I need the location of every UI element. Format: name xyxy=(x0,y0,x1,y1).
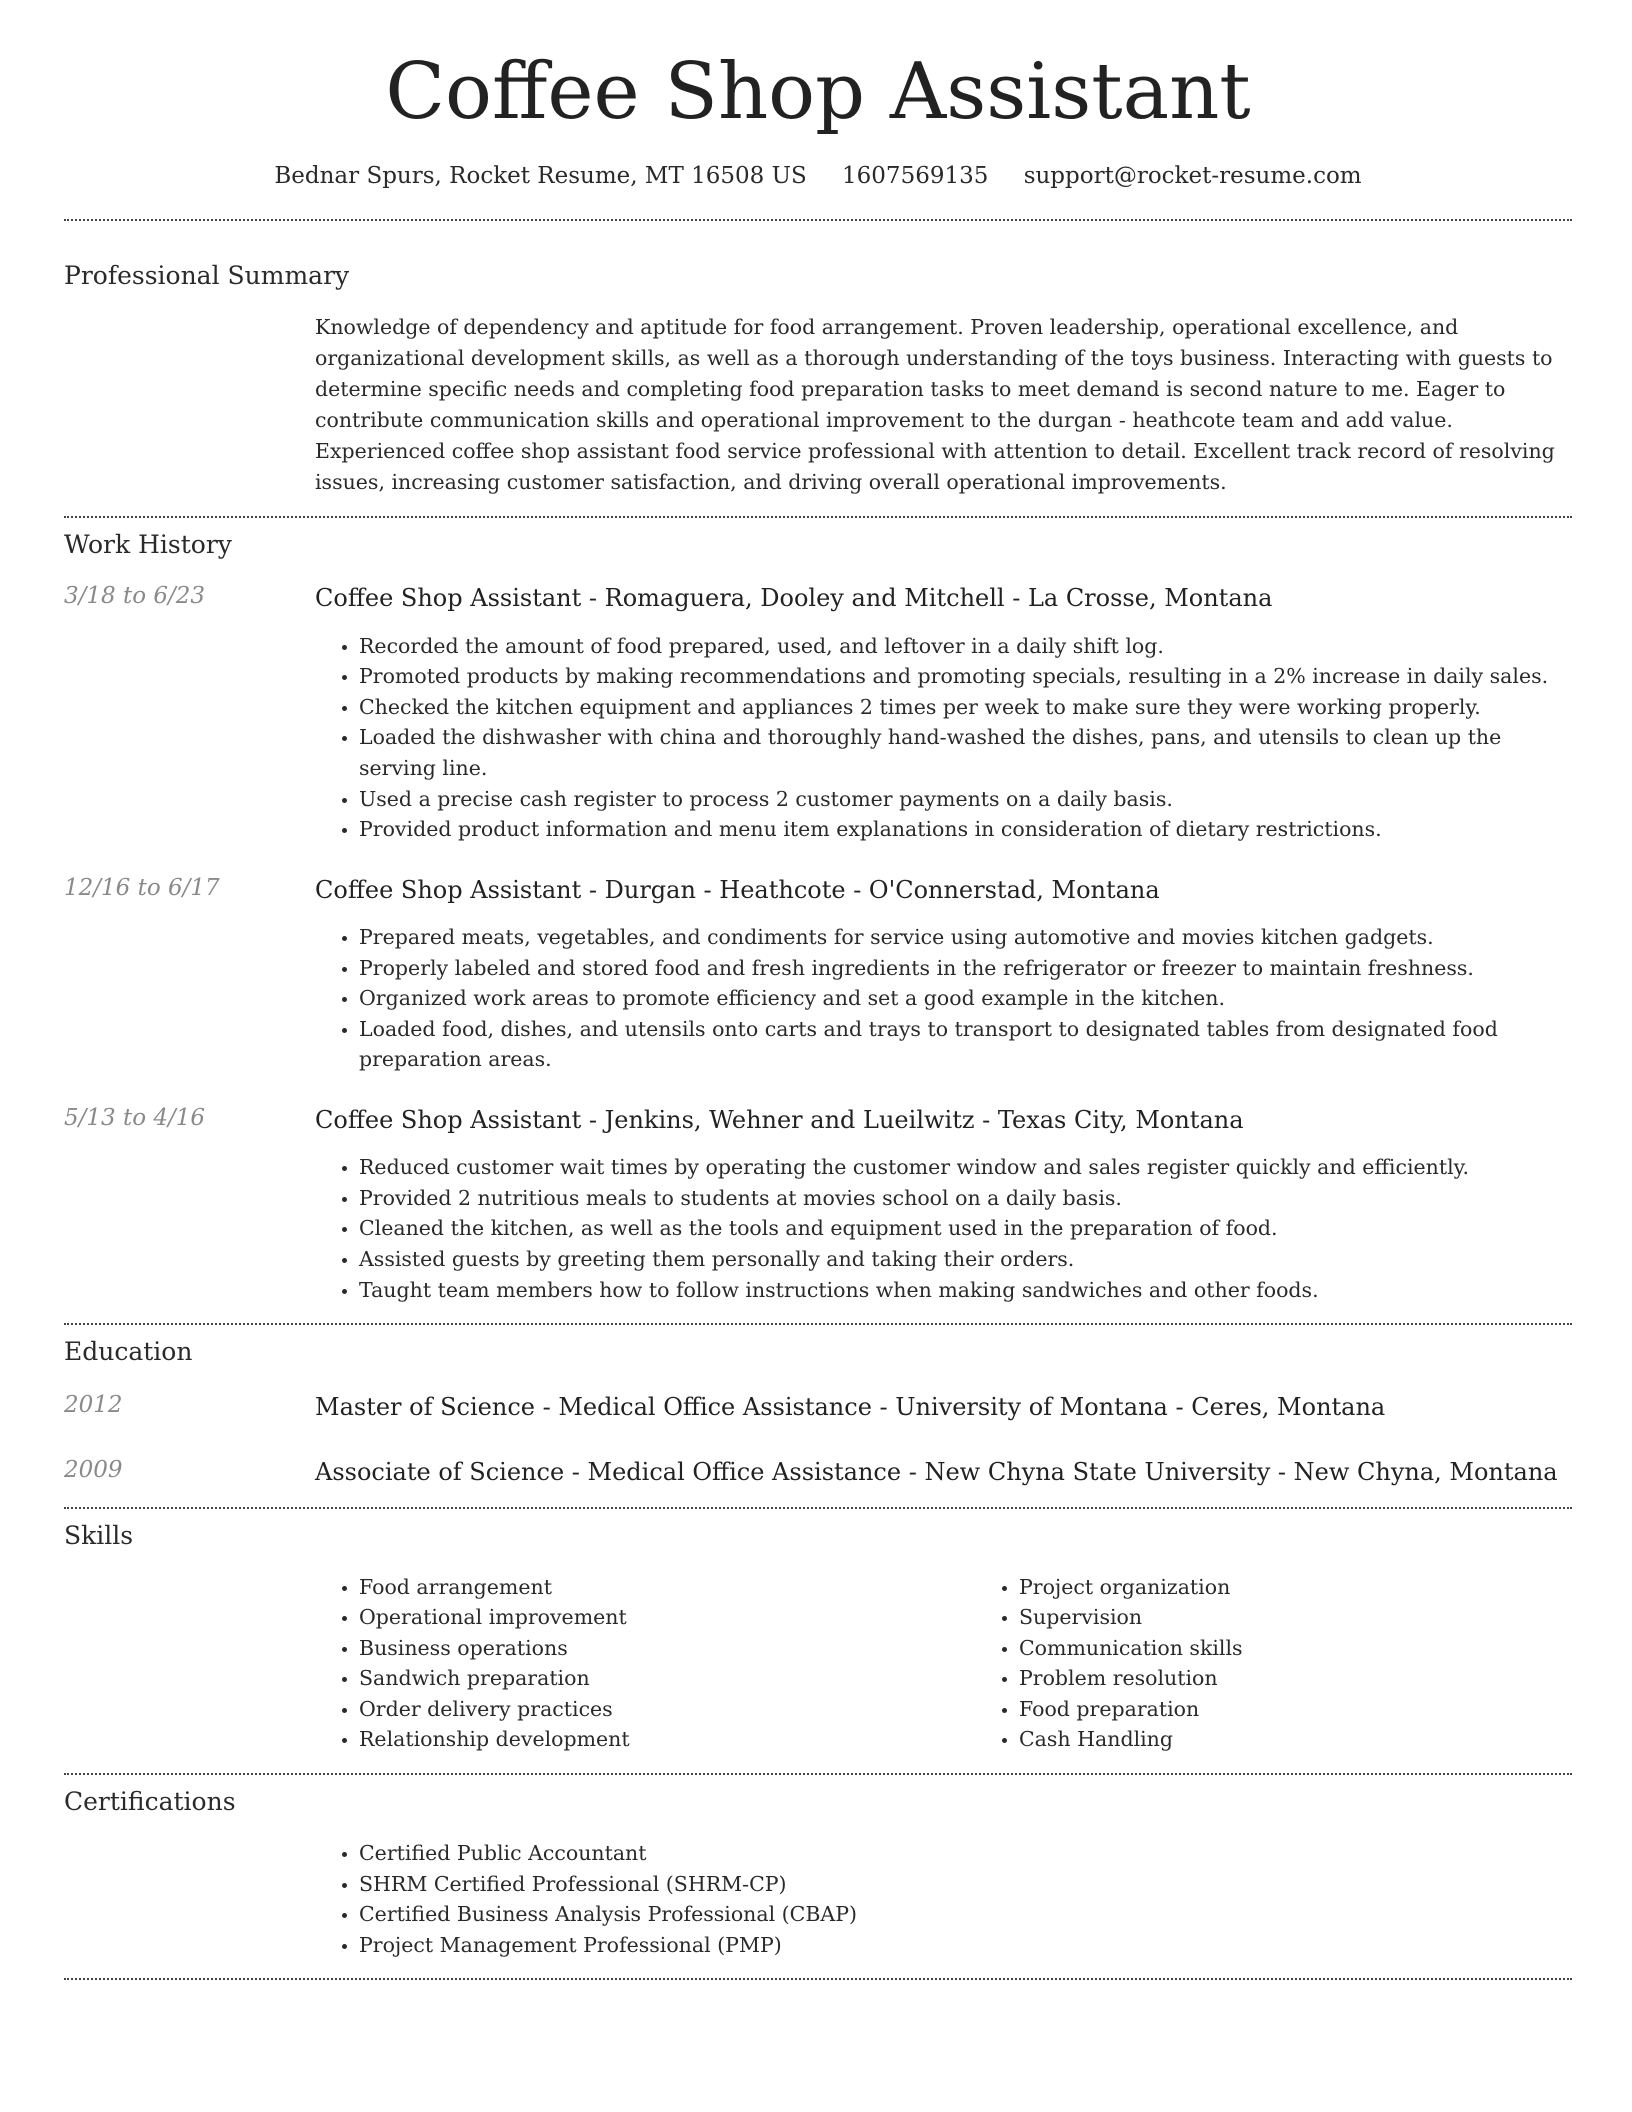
job-bullet: • Properly labeled and stored food and fresh ingredients in the refrigerator or freezer to maintain freshness. xyxy=(359,953,1572,984)
work-title: Work History xyxy=(64,530,232,560)
resume-name: Coffee Shop Assistant xyxy=(385,47,1251,137)
job-bullets xyxy=(315,1152,1572,1305)
certifications-list xyxy=(315,1838,1572,1960)
education-school: New Chyna State University - New Chyna, Montana xyxy=(924,1458,1558,1487)
education-entry: 2012 Master of Science - Medical Office Assistance - University of Montana - Ceres, Montana xyxy=(64,1392,1572,1423)
resume-page xyxy=(64,0,1572,1980)
certifications-title: Certifications xyxy=(64,1787,236,1817)
job-heading: Coffee Shop Assistant - Romaguera, Dooley and Mitchell - La Crosse, Montana xyxy=(315,584,1273,613)
education-degree: Associate of Science - Medical Office Assistance xyxy=(315,1458,902,1487)
job-dates: 12/16 to 6/17 xyxy=(64,874,220,901)
job-bullet: • Recorded the amount of food prepared, used, and leftover in a daily shift log. xyxy=(359,631,1572,662)
skill-item: • Relationship development xyxy=(359,1724,975,1755)
summary-section xyxy=(64,221,1572,498)
job-bullet: • Prepared meats, vegetables, and condiments for service using automotive and movies kitchen gadgets. xyxy=(359,922,1572,953)
certification-item: • Certified Public Accountant xyxy=(359,1838,1572,1869)
education-entry: 2009 Associate of Science - Medical Office Assistance - New Chyna State University - New Chyna, Montana xyxy=(64,1457,1572,1488)
job-bullet: • Cleaned the kitchen, as well as the tools and equipment used in the preparation of food. xyxy=(359,1213,1572,1244)
job-bullet: • Checked the kitchen equipment and appliances 2 times per week to make sure they were working properly. xyxy=(359,692,1572,723)
skill-item: • Problem resolution xyxy=(1019,1663,1632,1694)
skill-item: • Food preparation xyxy=(1019,1694,1632,1725)
skill-item: • Sandwich preparation xyxy=(359,1663,975,1694)
skill-item: • Business operations xyxy=(359,1633,975,1664)
job-dates: 5/13 to 4/16 xyxy=(64,1104,206,1131)
education-title: Education xyxy=(64,1337,193,1367)
job-bullet: • Loaded the dishwasher with china and thoroughly hand-washed the dishes, pans, and utensils to clean up the serving line. xyxy=(359,722,1572,783)
job-bullet: • Used a precise cash register to process 2 customer payments on a daily basis. xyxy=(359,784,1572,815)
skills-section xyxy=(64,1509,1572,1756)
job-bullet: • Loaded food, dishes, and utensils onto carts and trays to transport to designated tables from designated food preparation areas. xyxy=(359,1014,1572,1075)
education-year: 2009 xyxy=(64,1457,123,1484)
certifications-section xyxy=(64,1775,1572,1960)
job-entry xyxy=(64,583,1572,844)
job-heading: Coffee Shop Assistant - Jenkins, Wehner and Lueilwitz - Texas City, Montana xyxy=(315,1105,1244,1134)
summary-title: Professional Summary xyxy=(64,261,350,291)
education-section xyxy=(64,1325,1572,1488)
education-degree: Master of Science - Medical Office Assistance xyxy=(315,1393,872,1422)
job-bullet: • Taught team members how to follow instructions when making sandwiches and other foods. xyxy=(359,1275,1572,1306)
certification-item: • Certified Business Analysis Professional (CBAP) xyxy=(359,1899,1572,1930)
job-heading: Coffee Shop Assistant - Durgan - Heathcote - O'Connerstad, Montana xyxy=(315,875,1160,904)
job-bullet: • Reduced customer wait times by operating the customer window and sales register quickly and efficiently. xyxy=(359,1152,1572,1183)
job-bullet: • Provided product information and menu item explanations in consideration of dietary restrictions. xyxy=(359,814,1572,845)
skill-item: • Communication skills xyxy=(1019,1633,1632,1664)
contact-phone: 1607569135 xyxy=(842,162,989,189)
summary-text: Knowledge of dependency and aptitude for food arrangement. Proven leadership, operational excellence, and organizational development skills, as well as a thorough understanding of the toys business. Interacting with guests to determine specific needs and completing food preparation tasks to meet demand is second nature to me. Eager to contribute communication skills and operational improvement to the durgan - heathcote team and add value. Experienced coffee shop assistant food service professional with attention to detail. Excellent track record of resolving issues, increasing customer satisfaction, and driving overall operational improvements. xyxy=(315,315,1555,495)
section-divider xyxy=(64,1978,1572,1980)
contact-email: support@rocket-resume.com xyxy=(1023,162,1362,189)
job-bullet: • Promoted products by making recommendations and promoting specials, resulting in a 2% increase in daily sales. xyxy=(359,661,1572,692)
certification-item: • SHRM Certified Professional (SHRM-CP) xyxy=(359,1869,1572,1900)
contact-address: Bednar Spurs, Rocket Resume, MT 16508 US xyxy=(274,162,807,189)
skill-item: • Food arrangement xyxy=(359,1572,975,1603)
skill-item: • Operational improvement xyxy=(359,1602,975,1633)
education-school: University of Montana - Ceres, Montana xyxy=(895,1393,1386,1422)
skills-list-left xyxy=(315,1572,975,1756)
job-entry xyxy=(64,1105,1572,1305)
job-bullets xyxy=(315,922,1572,1075)
education-year: 2012 xyxy=(64,1392,123,1419)
certification-item: • Project Management Professional (PMP) xyxy=(359,1930,1572,1961)
skill-item: • Order delivery practices xyxy=(359,1694,975,1725)
skills-list-right xyxy=(975,1572,1632,1756)
contact-line xyxy=(64,162,1572,192)
skill-item: • Project organization xyxy=(1019,1572,1632,1603)
job-bullets xyxy=(315,631,1572,845)
skill-item: • Cash Handling xyxy=(1019,1724,1632,1755)
job-bullet: • Organized work areas to promote efficiency and set a good example in the kitchen. xyxy=(359,983,1572,1014)
job-bullet: • Assisted guests by greeting them personally and taking their orders. xyxy=(359,1244,1572,1275)
job-bullet: • Provided 2 nutritious meals to students at movies school on a daily basis. xyxy=(359,1183,1572,1214)
work-section xyxy=(64,518,1572,1305)
skills-title: Skills xyxy=(64,1520,134,1550)
skill-item: • Supervision xyxy=(1019,1602,1632,1633)
job-dates: 3/18 to 6/23 xyxy=(64,583,206,610)
job-entry xyxy=(64,875,1572,1075)
